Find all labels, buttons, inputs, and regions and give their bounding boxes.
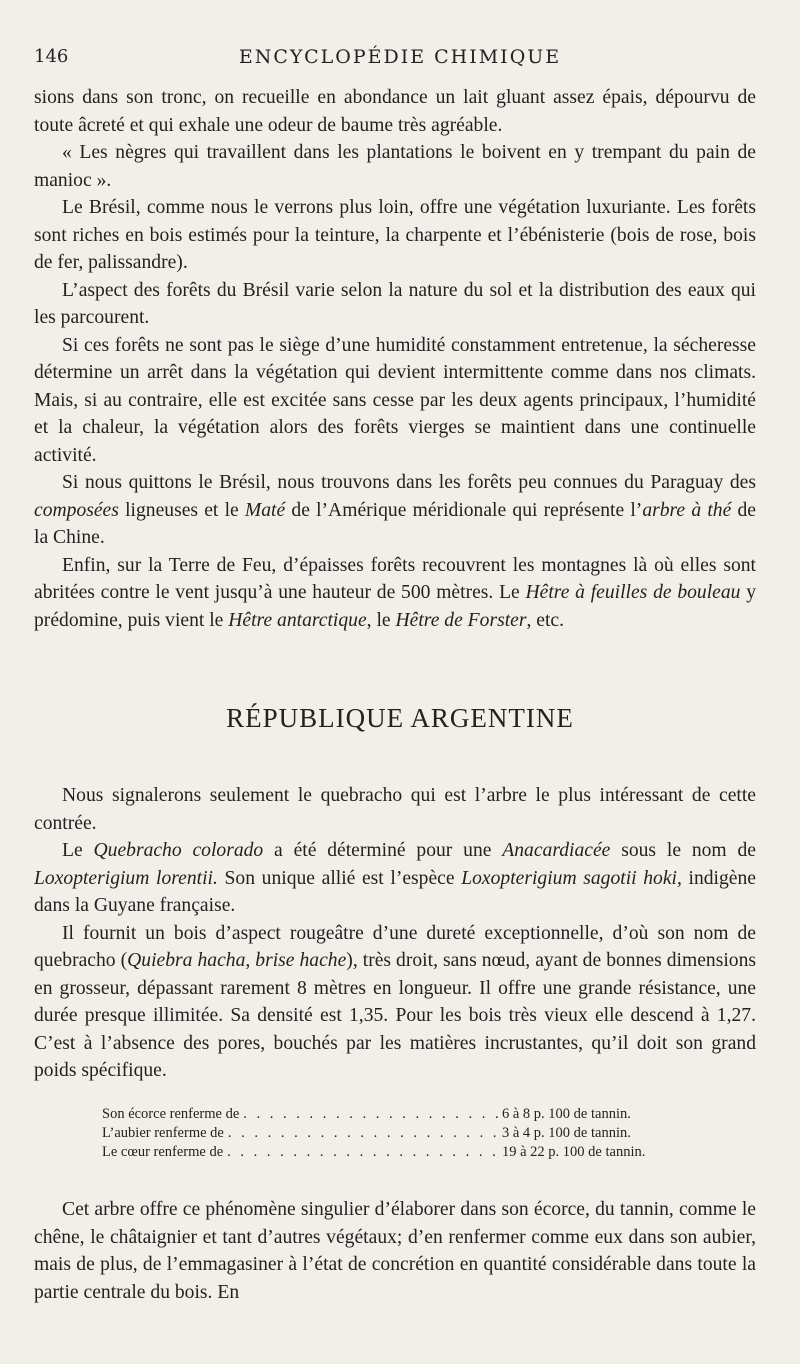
row-label: L’aubier renferme de: [102, 1125, 224, 1141]
leader-dots: [227, 1143, 498, 1162]
paragraph: « Les nègres qui travaillent dans les plantations le boivent en y trempant du pain de manioc ».: [34, 142, 756, 191]
paragraph: Le Quebracho colorado a été déterminé pour une Anacardiacée sous le nom de Loxopterigium lorentii. Son unique allié est l’espèce Loxopterigium sagotii hoki, indigène dans la Guyane française.: [34, 840, 756, 916]
running-title: ENCYCLOPÉDIE CHIMIQUE: [238, 46, 562, 68]
text-block-argentina: [34, 782, 756, 1085]
running-header: [34, 46, 766, 74]
leader-dots: [228, 1124, 498, 1143]
paragraph: sions dans son tronc, on recueille en abondance un lait gluant assez épais, dépourvu de toute âcreté et qui exhale une odeur de baume très agréable.: [34, 87, 756, 136]
paragraph: Si nous quittons le Brésil, nous trouvons dans les forêts peu connues du Paraguay des composées ligneuses et le Maté de l’Amérique méridionale qui représente l’arbre à thé de la Chine.: [34, 472, 756, 548]
row-label: Son écorce renferme de: [102, 1106, 240, 1122]
row-value: 6 à 8 p. 100 de tannin.: [502, 1106, 631, 1122]
leader-dots: [243, 1105, 498, 1124]
section-heading: RÉPUBLIQUE ARGENTINE: [226, 703, 574, 733]
paragraph: Le Brésil, comme nous le verrons plus loin, offre une végétation luxuriante. Les forêts sont riches en bois estimés pour la teinture, la charpente et l’ébénisterie (bois de rose, bois de fer, palissandre).: [34, 197, 756, 273]
row-label: Le cœur renferme de: [102, 1144, 224, 1160]
table-row: [102, 1124, 702, 1143]
text-block-tannin: [34, 1196, 756, 1306]
paragraph: Nous signalerons seulement le quebracho qui est l’arbre le plus intéressant de cette contrée.: [34, 785, 756, 834]
paragraph: L’aspect des forêts du Brésil varie selon la nature du sol et la distribution des eaux qui les parcourent.: [34, 279, 756, 328]
text-block-brazil: [34, 84, 756, 634]
paragraph: Si ces forêts ne sont pas le siège d’une humidité constamment entretenue, la sécheresse détermine un arrêt dans la végétation qui devient intermittente comme dans nos climats. Mais, si au contraire, elle est excitée sans cesse par les deux agents principaux, l’humidité et la chaleur, la végétation alors des forêts vierges se maintient dans une continuelle activité.: [34, 334, 756, 466]
row-value: 19 à 22 p. 100 de tannin.: [502, 1144, 646, 1160]
table-row: [102, 1143, 702, 1162]
paragraph: Il fournit un bois d’aspect rougeâtre d’une dureté exceptionnelle, d’où son nom de quebracho (Quiebra hacha, brise hache), très droit, sans nœud, ayant de bonnes dimensions en grosseur, dépassant rarement 8 mètres en longueur. Il offre une grande résistance, une durée presque illimitée. Sa densité est 1,35. Pour les bois très vieux elle descend à 1,27. C’est à l’absence des pores, bouchés par les matières incrustantes, qu’il doit son grand poids spécifique.: [34, 922, 756, 1081]
tannin-table: [102, 1105, 702, 1162]
page-number: 146: [34, 46, 69, 67]
paragraph: Cet arbre offre ce phénomène singulier d’élaborer dans son écorce, du tannin, comme le chêne, le châtaignier et tant d’autres végétaux; d’en renfermer comme eux dans son aubier, mais de plus, de l’emmagasiner à l’état de concrétion en quantité considérable dans toute la partie centrale du bois. En: [34, 1199, 756, 1303]
paragraph: Enfin, sur la Terre de Feu, d’épaisses forêts recouvrent les montagnes là où elles sont abritées contre le vent jusqu’à une hauteur de 500 mètres. Le Hêtre à feuilles de bouleau y prédomine, puis vient le Hêtre antarctique, le Hêtre de Forster, etc.: [34, 554, 757, 631]
row-value: 3 à 4 p. 100 de tannin.: [502, 1125, 631, 1141]
table-row: [102, 1105, 702, 1124]
